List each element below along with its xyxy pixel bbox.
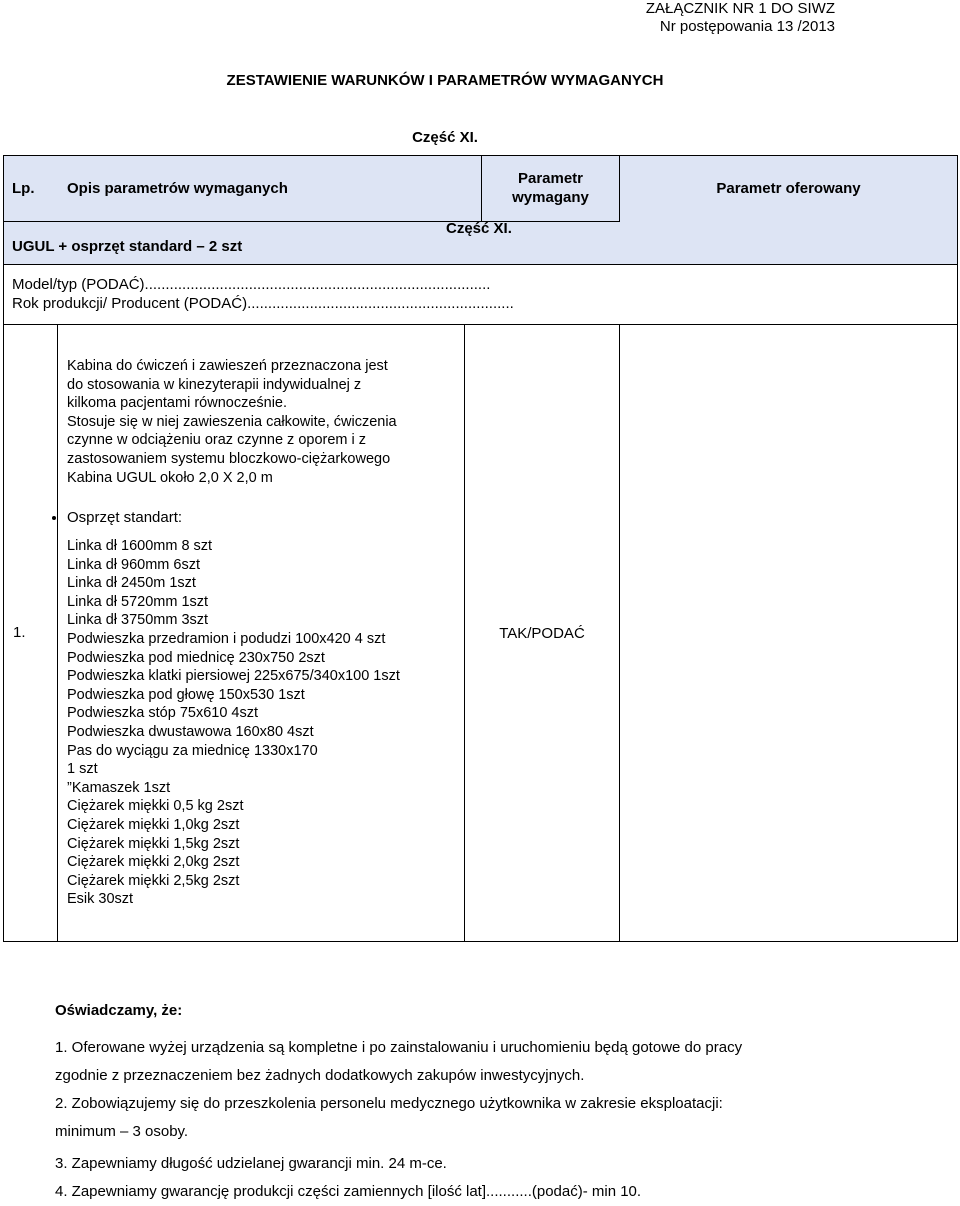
list-item: Ciężarek miękki 1,5kg 2szt <box>67 835 240 852</box>
required-value: TAK/PODAĆ <box>499 625 585 642</box>
list-item: Podwieszka stóp 75x610 4szt <box>67 705 259 722</box>
list-item: Linka dł 960mm 6szt <box>67 556 200 573</box>
list-item: Podwieszka dwustawowa 160x80 4szt <box>67 723 314 740</box>
model-line: Model/typ (PODAĆ)................................................................................... <box>12 276 491 293</box>
list-item: Esik 30szt <box>67 891 134 908</box>
list-item: Ciężarek miękki 2,0kg 2szt <box>67 854 240 871</box>
list-item: ”Kamaszek 1szt <box>67 779 171 796</box>
declarations-heading: Oświadczamy, że: <box>55 1002 183 1019</box>
column-required-line2: wymagany <box>512 189 589 206</box>
year-line: Rok produkcji/ Producent (PODAĆ)................................................................ <box>12 295 514 312</box>
declaration-1-line2: zgodnie z przeznaczeniem bez żadnych dodatkowych zakupów inwestycyjnych. <box>55 1067 585 1084</box>
row-lp: 1. <box>13 624 26 641</box>
part-label: Część XI. <box>412 129 478 146</box>
list-item: Ciężarek miękki 1,0kg 2szt <box>67 816 240 833</box>
list-item: 1 szt <box>67 761 98 778</box>
section-part: Część XI. <box>446 220 512 237</box>
list-item: Podwieszka pod miednicę 230x750 2szt <box>67 649 325 666</box>
declaration-1-line1: 1. Oferowane wyżej urządzenia są kompletne i po zainstalowaniu i uruchomieniu będą gotowe do pracy <box>55 1039 743 1056</box>
column-lp: Lp. <box>12 180 35 197</box>
declaration-2-line1: 2. Zobowiązujemy się do przeszkolenia personelu medycznego użytkownika w zakresie eksploatacji: <box>55 1095 723 1112</box>
declaration-4: 4. Zapewniamy gwarancję produkcji części zamiennych [ilość lat]...........(podać)- min 10. <box>55 1183 642 1200</box>
list-item: Ciężarek miękki 2,5kg 2szt <box>67 872 240 889</box>
column-description: Opis parametrów wymaganych <box>67 180 288 197</box>
list-item: Linka dł 5720mm 1szt <box>67 593 209 610</box>
list-item: Linka dł 1600mm 8 szt <box>67 538 213 554</box>
equipment-list <box>67 537 400 909</box>
declaration-3: 3. Zapewniamy długość udzielanej gwarancji min. 24 m-ce. <box>55 1155 447 1172</box>
list-item: Linka dł 3750mm 3szt <box>67 612 209 629</box>
declaration-2-line2: minimum – 3 osoby. <box>55 1123 189 1140</box>
column-required-line1: Parametr <box>517 170 584 187</box>
list-item: Pas do wyciągu za miednicę 1330x170 <box>67 742 318 759</box>
document-title: ZESTAWIENIE WARUNKÓW I PARAMETRÓW WYMAGANYCH <box>226 72 664 89</box>
list-item: Ciężarek miękki 0,5 kg 2szt <box>67 798 244 815</box>
list-item: Podwieszka pod głowę 150x530 1szt <box>67 686 305 703</box>
list-item: Podwieszka przedramion i podudzi 100x420 4 szt <box>67 630 386 647</box>
section-label: UGUL + osprzęt standard – 2 szt <box>12 238 243 255</box>
proceeding-number: Nr postępowania 13 /2013 <box>659 18 835 35</box>
equipment-heading: • Osprzęt standart: <box>49 509 182 526</box>
attachment-label: ZAŁĄCZNIK NR 1 DO SIWZ <box>645 0 835 17</box>
list-item: Linka dł 2450m 1szt <box>67 575 196 592</box>
row-intro: Kabina do ćwiczeń i zawieszeń przeznaczona jest do stosowania w kinezyterapii indywidualnej z kilkoma pacjentami równocześnie. Stosuje się w niej zawieszenia całkowite, ćwiczenia czynne w odciążeniu oraz czynne z oporem i z zastosowaniem systemu bloczkowo-ciężarkowego Kabina UGUL około 2,0 X 2,0 m <box>67 358 397 486</box>
list-item: Podwieszka klatki piersiowej 225x675/340x100 1szt <box>67 668 400 685</box>
column-offered: Parametr oferowany <box>716 180 861 197</box>
